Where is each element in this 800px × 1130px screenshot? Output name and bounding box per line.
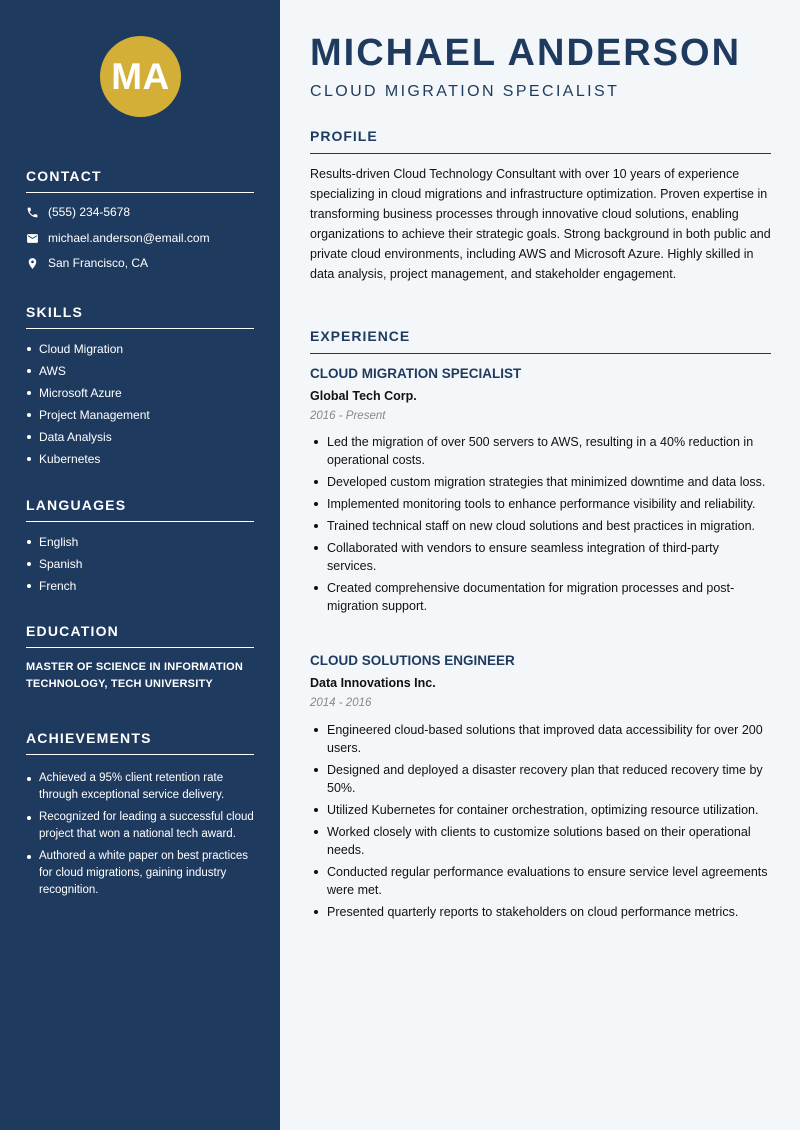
skills-list <box>26 341 254 473</box>
list-item: Presented quarterly reports to stakeholders on cloud performance metrics. <box>310 903 771 921</box>
list-item: Authored a white paper on best practices for cloud migrations, gaining industry recognition. <box>26 848 254 899</box>
list-item: Achieved a 95% client retention rate through exceptional service delivery. <box>26 770 254 804</box>
phone-icon <box>26 206 39 219</box>
email-text: michael.anderson@email.com <box>48 231 210 245</box>
achievements-list <box>26 770 254 904</box>
list-item: Kubernetes <box>26 451 254 473</box>
list-item: Data Analysis <box>26 429 254 451</box>
list-item: Conducted regular performance evaluations to ensure service level agreements were met. <box>310 863 771 899</box>
contact-email <box>26 231 210 245</box>
list-item: Recognized for leading a successful cloud project that won a national tech award. <box>26 809 254 843</box>
languages-heading: LANGUAGES <box>26 497 254 522</box>
list-item: Engineered cloud-based solutions that improved data accessibility for over 200 users. <box>310 721 771 757</box>
list-item: Designed and deployed a disaster recovery plan that reduced recovery time by 50%. <box>310 761 771 797</box>
contact-phone <box>26 205 130 219</box>
education-heading: EDUCATION <box>26 623 254 648</box>
contact-location <box>26 256 148 270</box>
profile-heading: PROFILE <box>310 128 771 154</box>
list-item: Created comprehensive documentation for migration processes and post-migration support. <box>310 579 771 615</box>
list-item: Utilized Kubernetes for container orchestration, optimizing resource utilization. <box>310 801 771 819</box>
envelope-icon <box>26 232 39 245</box>
list-item: Spanish <box>26 556 254 578</box>
contact-heading: CONTACT <box>26 168 254 193</box>
location-pin-icon <box>26 257 39 270</box>
languages-list <box>26 534 254 600</box>
experience-heading: EXPERIENCE <box>310 328 771 354</box>
skills-heading: SKILLS <box>26 304 254 329</box>
list-item: Collaborated with vendors to ensure seamless integration of third-party services. <box>310 539 771 575</box>
location-text: San Francisco, CA <box>48 256 149 270</box>
job-title: CLOUD SOLUTIONS ENGINEER <box>310 653 515 668</box>
sidebar <box>0 0 280 1130</box>
list-item: Implemented monitoring tools to enhance performance visibility and reliability. <box>310 495 771 513</box>
job-dates: 2016 - Present <box>310 410 386 422</box>
phone-text: (555) 234-5678 <box>48 205 131 219</box>
company-name: Global Tech Corp. <box>310 389 417 403</box>
job-title-subtitle: CLOUD MIGRATION SPECIALIST <box>310 83 620 100</box>
job-dates: 2014 - 2016 <box>310 697 372 709</box>
list-item: Worked closely with clients to customize solutions based on their operational needs. <box>310 823 771 859</box>
list-item: Trained technical staff on new cloud solutions and best practices in migration. <box>310 517 771 535</box>
job-bullets <box>310 721 771 925</box>
list-item: French <box>26 578 254 600</box>
list-item: English <box>26 534 254 556</box>
avatar: MA <box>100 36 181 117</box>
company-name: Data Innovations Inc. <box>310 676 436 690</box>
education-entry: MASTER OF SCIENCE IN INFORMATION TECHNOLOGY, TECH UNIVERSITY <box>26 661 244 690</box>
list-item: Cloud Migration <box>26 341 254 363</box>
list-item: AWS <box>26 363 254 385</box>
list-item: Developed custom migration strategies that minimized downtime and data loss. <box>310 473 771 491</box>
profile-text: Results-driven Cloud Technology Consultant with over 10 years of experience specializing in cloud migrations and infrastructure optimization. Proven expertise in transforming business processes through innovative cloud solutions, enabling organizations to achieve their strategic goals. Strong background in both public and private cloud environments, including AWS and Microsoft Azure. Highly skilled in data analysis, project management, and stakeholder engagement. <box>310 167 771 281</box>
list-item: Project Management <box>26 407 254 429</box>
list-item: Led the migration of over 500 servers to AWS, resulting in a 40% reduction in operational costs. <box>310 433 771 469</box>
achievements-heading: ACHIEVEMENTS <box>26 730 254 755</box>
page-title: MICHAEL ANDERSON <box>310 32 742 74</box>
job-title: CLOUD MIGRATION SPECIALIST <box>310 366 522 381</box>
list-item: Microsoft Azure <box>26 385 254 407</box>
job-bullets <box>310 433 771 619</box>
